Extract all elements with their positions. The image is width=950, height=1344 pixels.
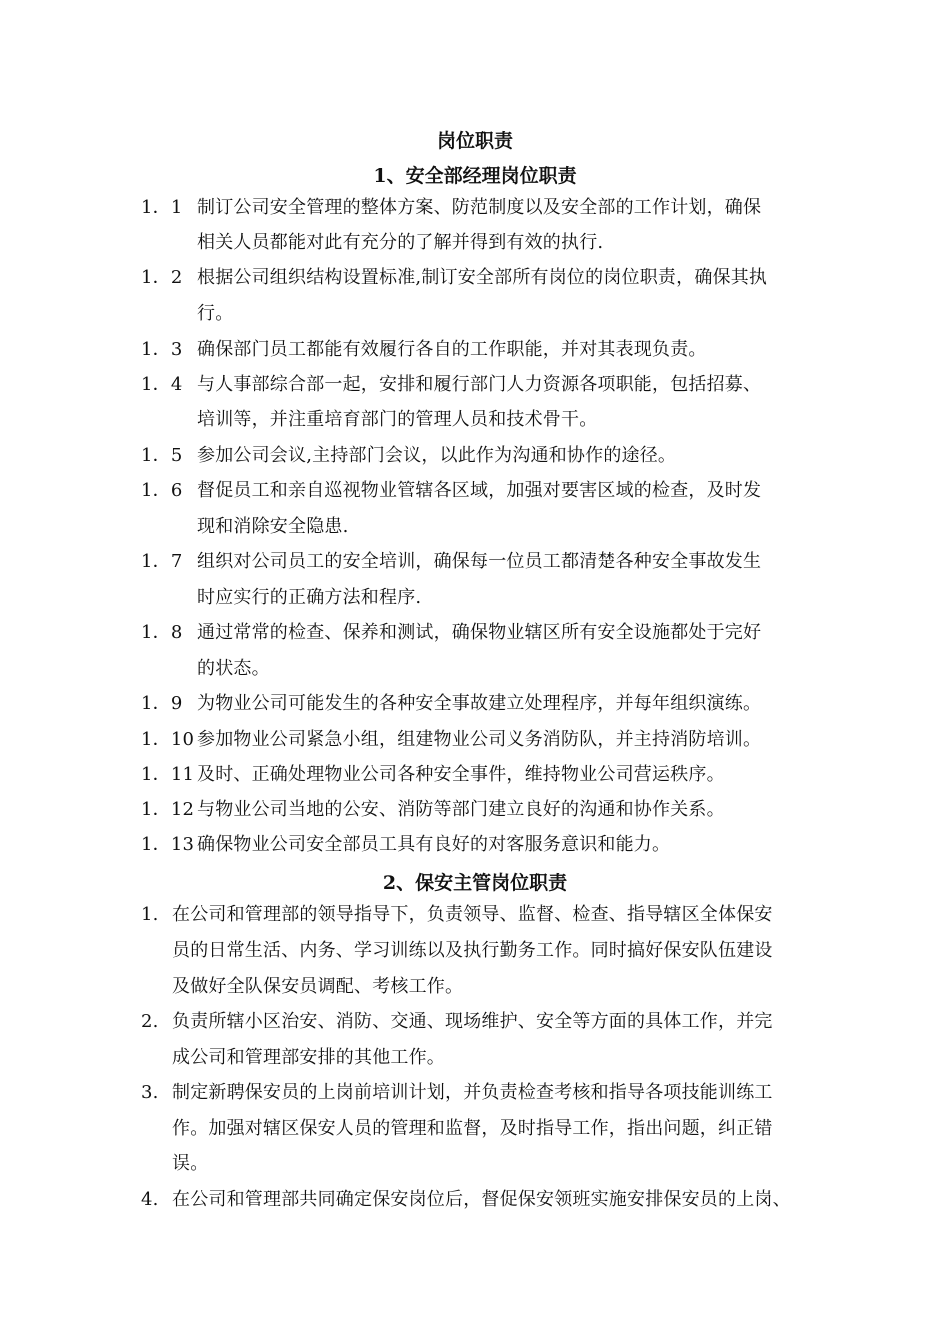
s1-item-1-text-cont: 相关人员都能对此有充分的了解并得到有效的执行.	[197, 232, 604, 253]
s1-item-8-text: 通过常常的检查、保养和测试，确保物业辖区所有安全设施都处于完好	[197, 622, 762, 643]
s1-item-6-number: 1．6	[141, 480, 183, 501]
s2-item-3-text: 制定新聘保安员的上岗前培训计划，并负责检查考核和指导各项技能训练工	[172, 1082, 773, 1103]
s1-item-3-text: 确保部门员工都能有效履行各自的工作职能，并对其表现负责。	[197, 339, 707, 360]
s1-item-2-number: 1．2	[141, 267, 183, 288]
s1-item-11-number: 1．11	[141, 764, 195, 785]
s1-item-4-number: 1．4	[141, 374, 183, 395]
s1-item-11-text: 及时、正确处理物业公司各种安全事件，维持物业公司营运秩序。	[197, 764, 725, 785]
s2-item-4-number: 4.	[141, 1189, 159, 1210]
s1-item-12-text: 与物业公司当地的公安、消防等部门建立良好的沟通和协作关系。	[197, 799, 725, 820]
s2-item-1-text: 在公司和管理部的领导指导下，负责领导、监督、检查、指导辖区全体保安	[172, 904, 773, 925]
s1-item-8-number: 1．8	[141, 622, 183, 643]
s1-item-5-text: 参加公司会议,主持部门会议，以此作为沟通和协作的途径。	[197, 445, 677, 466]
s1-item-9-number: 1．9	[141, 693, 183, 714]
s1-item-10-text: 参加物业公司紧急小组，组建物业公司义务消防队，并主持消防培训。	[197, 729, 762, 750]
s2-item-2-text-cont: 成公司和管理部安排的其他工作。	[172, 1047, 445, 1068]
s1-item-7-text: 组织对公司员工的安全培训，确保每一位员工都清楚各种安全事故发生	[197, 551, 762, 572]
s1-item-5-number: 1．5	[141, 445, 183, 466]
section-2-title: 2、保安主管岗位职责	[382, 872, 568, 894]
s1-item-8-text-cont: 的状态。	[197, 658, 270, 679]
section-1-title: 1、安全部经理岗位职责	[373, 165, 577, 187]
s1-item-9-text: 为物业公司可能发生的各种安全事故建立处理程序，并每年组织演练。	[197, 693, 762, 714]
s2-item-3-number: 3.	[141, 1082, 159, 1103]
s1-item-2-text-cont: 行。	[197, 303, 234, 324]
s1-item-7-number: 1．7	[141, 551, 183, 572]
s1-item-1-text: 制订公司安全管理的整体方案、防范制度以及安全部的工作计划，确保	[197, 197, 762, 218]
s2-item-1-number: 1.	[141, 904, 159, 925]
s1-item-10-number: 1．10	[141, 729, 195, 750]
s2-item-4-text: 在公司和管理部共同确定保安岗位后，督促保安领班实施安排保安员的上岗、	[172, 1189, 791, 1210]
s1-item-13-text: 确保物业公司安全部员工具有良好的对客服务意识和能力。	[197, 834, 671, 855]
s2-item-2-text: 负责所辖小区治安、消防、交通、现场维护、安全等方面的具体工作，并完	[172, 1011, 773, 1032]
s1-item-3-number: 1．3	[141, 339, 183, 360]
s2-item-1-text-cont-2: 及做好全队保安员调配、考核工作。	[172, 976, 464, 997]
s2-item-3-text-cont-2: 误。	[172, 1153, 209, 1174]
s1-item-7-text-cont: 时应实行的正确方法和程序.	[197, 587, 422, 608]
s2-item-2-number: 2.	[141, 1011, 159, 1032]
document-heading: 岗位职责	[436, 130, 513, 152]
s1-item-4-text-cont: 培训等，并注重培育部门的管理人员和技术骨干。	[197, 409, 598, 430]
s2-item-3-text-cont-1: 作。加强对辖区保安人员的管理和监督，及时指导工作，指出问题，纠正错	[172, 1118, 773, 1139]
s2-item-1-text-cont-1: 员的日常生活、内务、学习训练以及执行勤务工作。同时搞好保安队伍建设	[172, 940, 773, 961]
s1-item-2-text: 根据公司组织结构设置标准,制订安全部所有岗位的岗位职责，确保其执	[197, 267, 768, 288]
s1-item-6-text: 督促员工和亲自巡视物业管辖各区域，加强对要害区域的检查，及时发	[197, 480, 762, 501]
s1-item-6-text-cont: 现和消除安全隐患.	[197, 516, 349, 537]
s1-item-12-number: 1．12	[141, 799, 195, 820]
s1-item-4-text: 与人事部综合部一起，安排和履行部门人力资源各项职能，包括招募、	[197, 374, 762, 395]
s1-item-1-number: 1．1	[141, 197, 183, 218]
s1-item-13-number: 1．13	[141, 834, 195, 855]
